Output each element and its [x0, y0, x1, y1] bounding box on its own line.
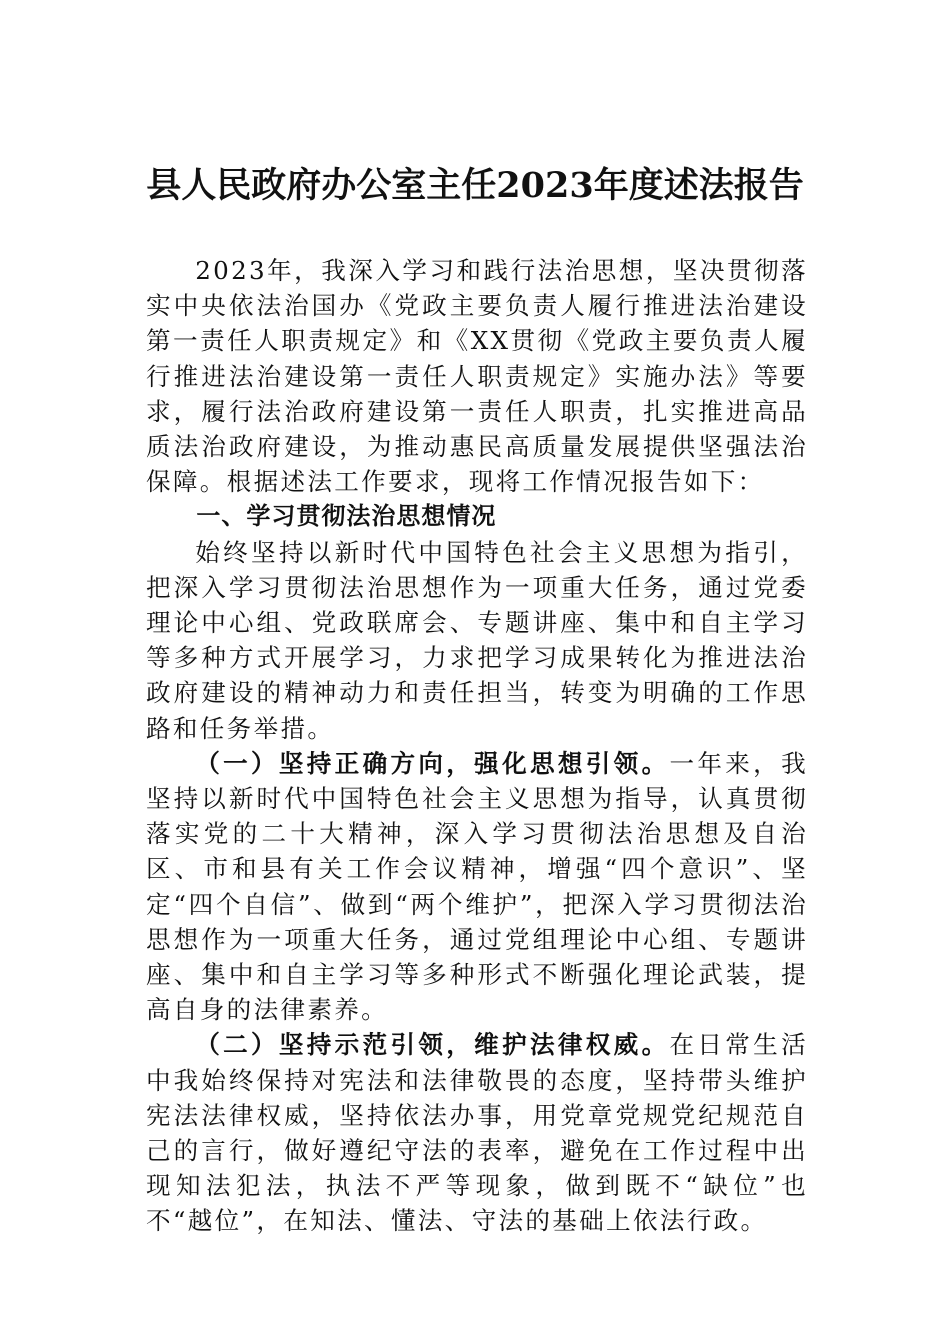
section-paragraph: 始终坚持以新时代中国特色社会主义思想为指引，把深入学习贯彻法治思想作为一项重大任务，通过党委理论中心组、党政联席会、专题讲座、集中和自主学习等多种方式开展学习，力求把学习成果转化为推进法治政府建设的精神动力和责任担当，转变为明确的工作思路和任务举措。	[146, 537, 808, 743]
subsection-lead-1: （一）坚持正确方向，强化思想引领。	[195, 748, 670, 778]
intro-paragraph: 2023年，我深入学习和践行法治思想，坚决贯彻落实中央依法治国办《党政主要负责人履行推进法治建设第一责任人职责规定》和《XX贯彻《党政主要负责人履行推进法治建设第一责任人职责规定》实施办法》等要求，履行法治政府建设第一责任人职责，扎实推进高品质法治政府建设，为推动惠民高质量发展提供坚强法治保障。根据述法工作要求，现将工作情况报告如下：	[146, 256, 808, 497]
section-heading: 一、学习贯彻法治思想情况	[196, 502, 497, 531]
document-title: 县人民政府办公室主任2023年度述法报告	[146, 165, 804, 206]
subsection-lead-2: （二）坚持示范引领，维护法律权威。	[195, 1030, 670, 1060]
subsection-paragraph-1	[146, 746, 808, 1028]
document-body	[146, 253, 808, 1239]
subsection-text-2: 在日常生活中我始终保持对宪法和法律敬畏的态度，坚持带头维护宪法法律权威，坚持依法办事，用党章党规党纪规范自己的言行，做好遵纪守法的表率，避免在工作过程中出现知法犯法，执法不严等现象，做到既不“缺位”也不“越位”，在知法、懂法、守法的基础上依法行政。	[146, 1030, 808, 1236]
subsection-paragraph-2	[146, 1027, 808, 1238]
subsection-text-1: 一年来，我坚持以新时代中国特色社会主义思想为指导，认真贯彻落实党的二十大精神，深入学习贯彻法治思想及自治区、市和县有关工作会议精神，增强“四个意识”、坚定“四个自信”、做到“两个维护”，把深入学习贯彻法治思想作为一项重大任务，通过党组理论中心组、专题讲座、集中和自主学习等多种形式不断强化理论武装，提高自身的法律素养。	[146, 748, 808, 1025]
